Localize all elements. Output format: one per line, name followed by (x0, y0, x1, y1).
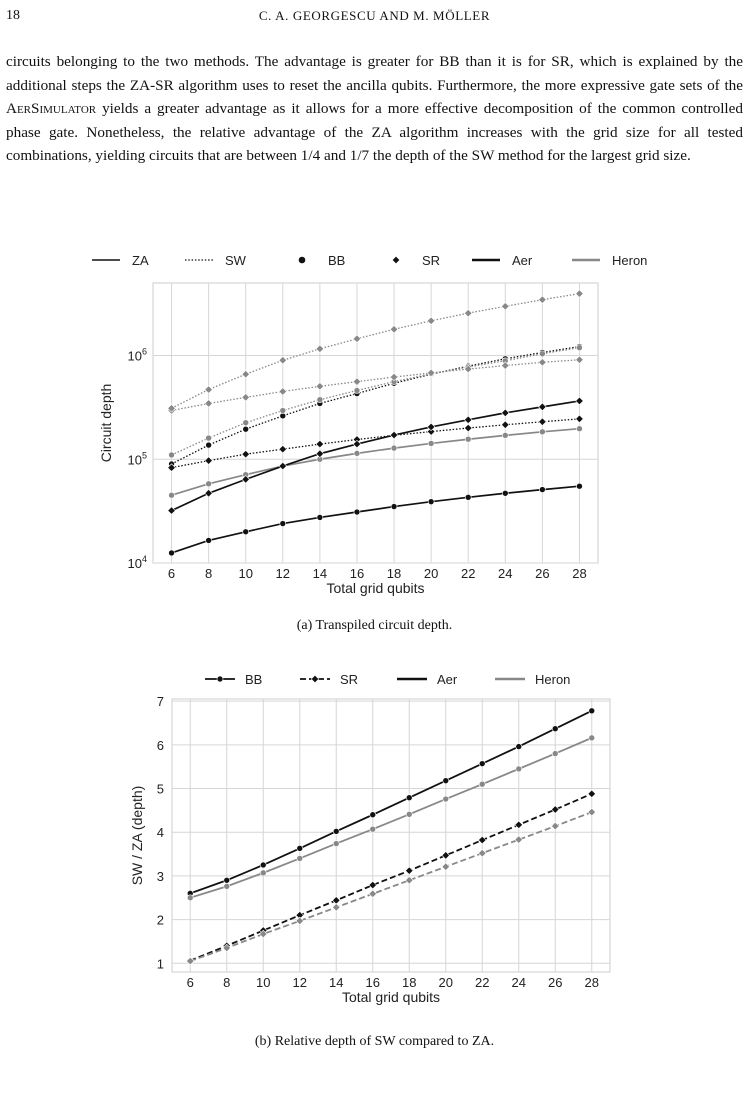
chart-b-x-tick-label: 12 (292, 975, 307, 990)
chart-b-data-point (443, 796, 449, 802)
chart-b-data-point (370, 826, 376, 832)
chart-b-legend-label: Heron (535, 672, 571, 687)
chart-b-data-point (260, 862, 266, 868)
chart-b-x-tick-label: 8 (223, 975, 231, 990)
chart-a-data-point (428, 499, 434, 505)
chart-b-x-tick-label: 14 (329, 975, 344, 990)
chart-b-figure (0, 666, 749, 1026)
page-number: 18 (6, 8, 20, 23)
figure-b-caption: (b) Relative depth of SW compared to ZA. (254, 1034, 495, 1049)
running-head: C. A. GEORGESCU AND M. MÖLLER (258, 8, 491, 23)
chart-a-data-point (502, 490, 508, 496)
chart-a-x-tick-label: 18 (386, 566, 402, 581)
chart-a-x-tick-label: 22 (460, 566, 476, 581)
legend-swatch-circle (299, 257, 306, 264)
chart-a-data-point (169, 492, 175, 498)
chart-a-data-point (206, 481, 212, 487)
chart-a-figure (0, 248, 749, 610)
chart-b-y-tick-label: 3 (156, 868, 164, 884)
paragraph-text-1: circuits belonging to the two methods. The advantage is greater for BB than it is for SR, which is explained by the additional steps the ZA-SR algorithm uses to reset the ancilla qubits. Furthermore, the more expressive gate sets of the (6, 53, 743, 94)
chart-b-x-tick-label: 16 (365, 975, 380, 990)
chart-b-x-tick-label: 20 (438, 975, 453, 990)
chart-a-data-point (502, 432, 508, 438)
chart-b-data-point (187, 895, 193, 901)
chart-a-data-point (539, 351, 545, 357)
chart-b-x-tick-label: 24 (511, 975, 526, 990)
chart-b-y-tick-label: 6 (156, 737, 164, 753)
chart-a-data-point (243, 426, 249, 432)
chart-a-data-point (280, 408, 286, 414)
chart-b-y-tick-label: 5 (156, 781, 164, 797)
chart-b-data-point (297, 845, 303, 851)
chart-a-data-point (280, 521, 286, 527)
chart-b-data-point (589, 708, 595, 714)
chart-b-x-tick-label: 22 (475, 975, 490, 990)
chart-a-data-point (243, 529, 249, 535)
chart-a-data-point (391, 504, 397, 510)
page-header (0, 4, 749, 28)
chart-b-x-tick-label: 6 (186, 975, 194, 990)
chart-a-data-point (576, 426, 582, 432)
chart-a-legend (92, 253, 647, 268)
chart-a-data-point (169, 550, 175, 556)
chart-b-data-point (224, 883, 230, 889)
chart-a-x-tick-label: 12 (275, 566, 291, 581)
chart-b-data-point (443, 778, 449, 784)
chart-a-y-tick-label: $10^4$ (127, 554, 147, 571)
chart-a-data-point (465, 436, 471, 442)
chart-b-data-point (552, 726, 558, 732)
chart-a-x-tick-label: 8 (205, 566, 213, 581)
chart-b-y-tick-label: 7 (156, 694, 164, 710)
chart-a-x-tick-label: 20 (423, 566, 439, 581)
chart-b-data-point (516, 766, 522, 772)
chart-a-x-tick-label: 16 (349, 566, 365, 581)
chart-a-data-point (428, 440, 434, 446)
chart-b-data-point (370, 812, 376, 818)
chart-a-data-point (206, 537, 212, 543)
chart-b-x-tick-label: 18 (402, 975, 417, 990)
chart-a-x-axis-label: Total grid qubits (326, 580, 425, 596)
chart-a-legend-label: Heron (612, 253, 648, 268)
chart-b-x-tick-label: 28 (584, 975, 599, 990)
paragraph-text-2: yields a greater advantage as it allows for a more effective decomposition of the common controlled phase gate. Nonetheless, the relative advantage of the ZA algorithm increases with the grid size for all tested combinations, yielding circuits that are between 1/4 and 1/7 the depth of the SW method for the largest grid size. (6, 100, 743, 164)
chart-a-data-point (539, 429, 545, 435)
chart-b-data-point (297, 855, 303, 861)
chart-a-y-axis-label: Circuit depth (98, 383, 114, 463)
chart-b-data-point (224, 877, 230, 883)
chart-a-data-point (539, 487, 545, 493)
chart-a-legend-label: ZA (132, 253, 149, 268)
chart-b-y-tick-label: 2 (156, 912, 164, 928)
chart-a-y-tick-label: $10^5$ (127, 450, 147, 468)
chart-b-plot-area (172, 699, 610, 972)
chart-a-legend-label: SR (422, 253, 441, 268)
chart-a-x-tick-label: 24 (498, 566, 513, 581)
legend-swatch-circle (217, 676, 223, 682)
chart-a-plot-area (153, 283, 598, 563)
chart-a-data-point (391, 445, 397, 451)
legend-swatch-diamond (392, 256, 400, 264)
chart-b-data-point (333, 828, 339, 834)
chart-a-y-tick-label: $10^6$ (127, 346, 147, 364)
chart-b-data-point (552, 751, 558, 757)
chart-b-data-point (260, 870, 266, 876)
chart-a-legend-label: SW (225, 253, 246, 268)
chart-a-data-point (576, 345, 582, 351)
chart-b-y-tick-label: 4 (156, 825, 164, 841)
chart-a-legend-label: Aer (512, 253, 533, 268)
chart-a-data-point (169, 452, 175, 458)
chart-a-data-point (317, 514, 323, 520)
chart-b-y-tick-label: 1 (156, 956, 164, 972)
chart-b-data-point (406, 811, 412, 817)
chart-b-data-point (516, 744, 522, 750)
legend-swatch-diamond (311, 675, 319, 683)
chart-a-x-tick-label: 10 (238, 566, 253, 581)
chart-b-legend-label: BB (245, 672, 263, 687)
chart-a-x-tick-label: 26 (535, 566, 550, 581)
chart-b-data-point (406, 795, 412, 801)
chart-b-x-tick-label: 10 (256, 975, 271, 990)
chart-b-legend-label: SR (340, 672, 359, 687)
chart-b-data-point (589, 735, 595, 741)
chart-a-data-point (576, 483, 582, 489)
chart-a-legend-label: BB (328, 253, 346, 268)
chart-a-x-tick-label: 14 (312, 566, 328, 581)
chart-a-data-point (354, 509, 360, 515)
chart-a-x-tick-label: 6 (167, 566, 176, 581)
body-paragraph (6, 50, 743, 168)
chart-a-data-point (317, 397, 323, 403)
chart-b-data-point (479, 781, 485, 787)
chart-b-x-axis-label: Total grid qubits (341, 989, 441, 1005)
chart-a-data-point (465, 494, 471, 500)
chart-b-y-axis-label: SW / ZA (depth) (129, 785, 145, 886)
chart-a-data-point (243, 420, 249, 426)
chart-b-data-point (479, 761, 485, 767)
chart-b-legend (205, 672, 570, 687)
chart-a-data-point (354, 388, 360, 394)
chart-a-data-point (206, 435, 212, 441)
chart-a-data-point (354, 450, 360, 456)
paragraph-smallcaps: AerSimulator (6, 100, 97, 117)
figure-a-caption: (a) Transpiled circuit depth. (296, 618, 453, 633)
chart-a-x-tick-label: 28 (572, 566, 587, 581)
chart-b-x-tick-label: 26 (548, 975, 563, 990)
chart-a-data-point (206, 442, 212, 448)
chart-b-data-point (333, 841, 339, 847)
chart-b-legend-label: Aer (437, 672, 458, 687)
